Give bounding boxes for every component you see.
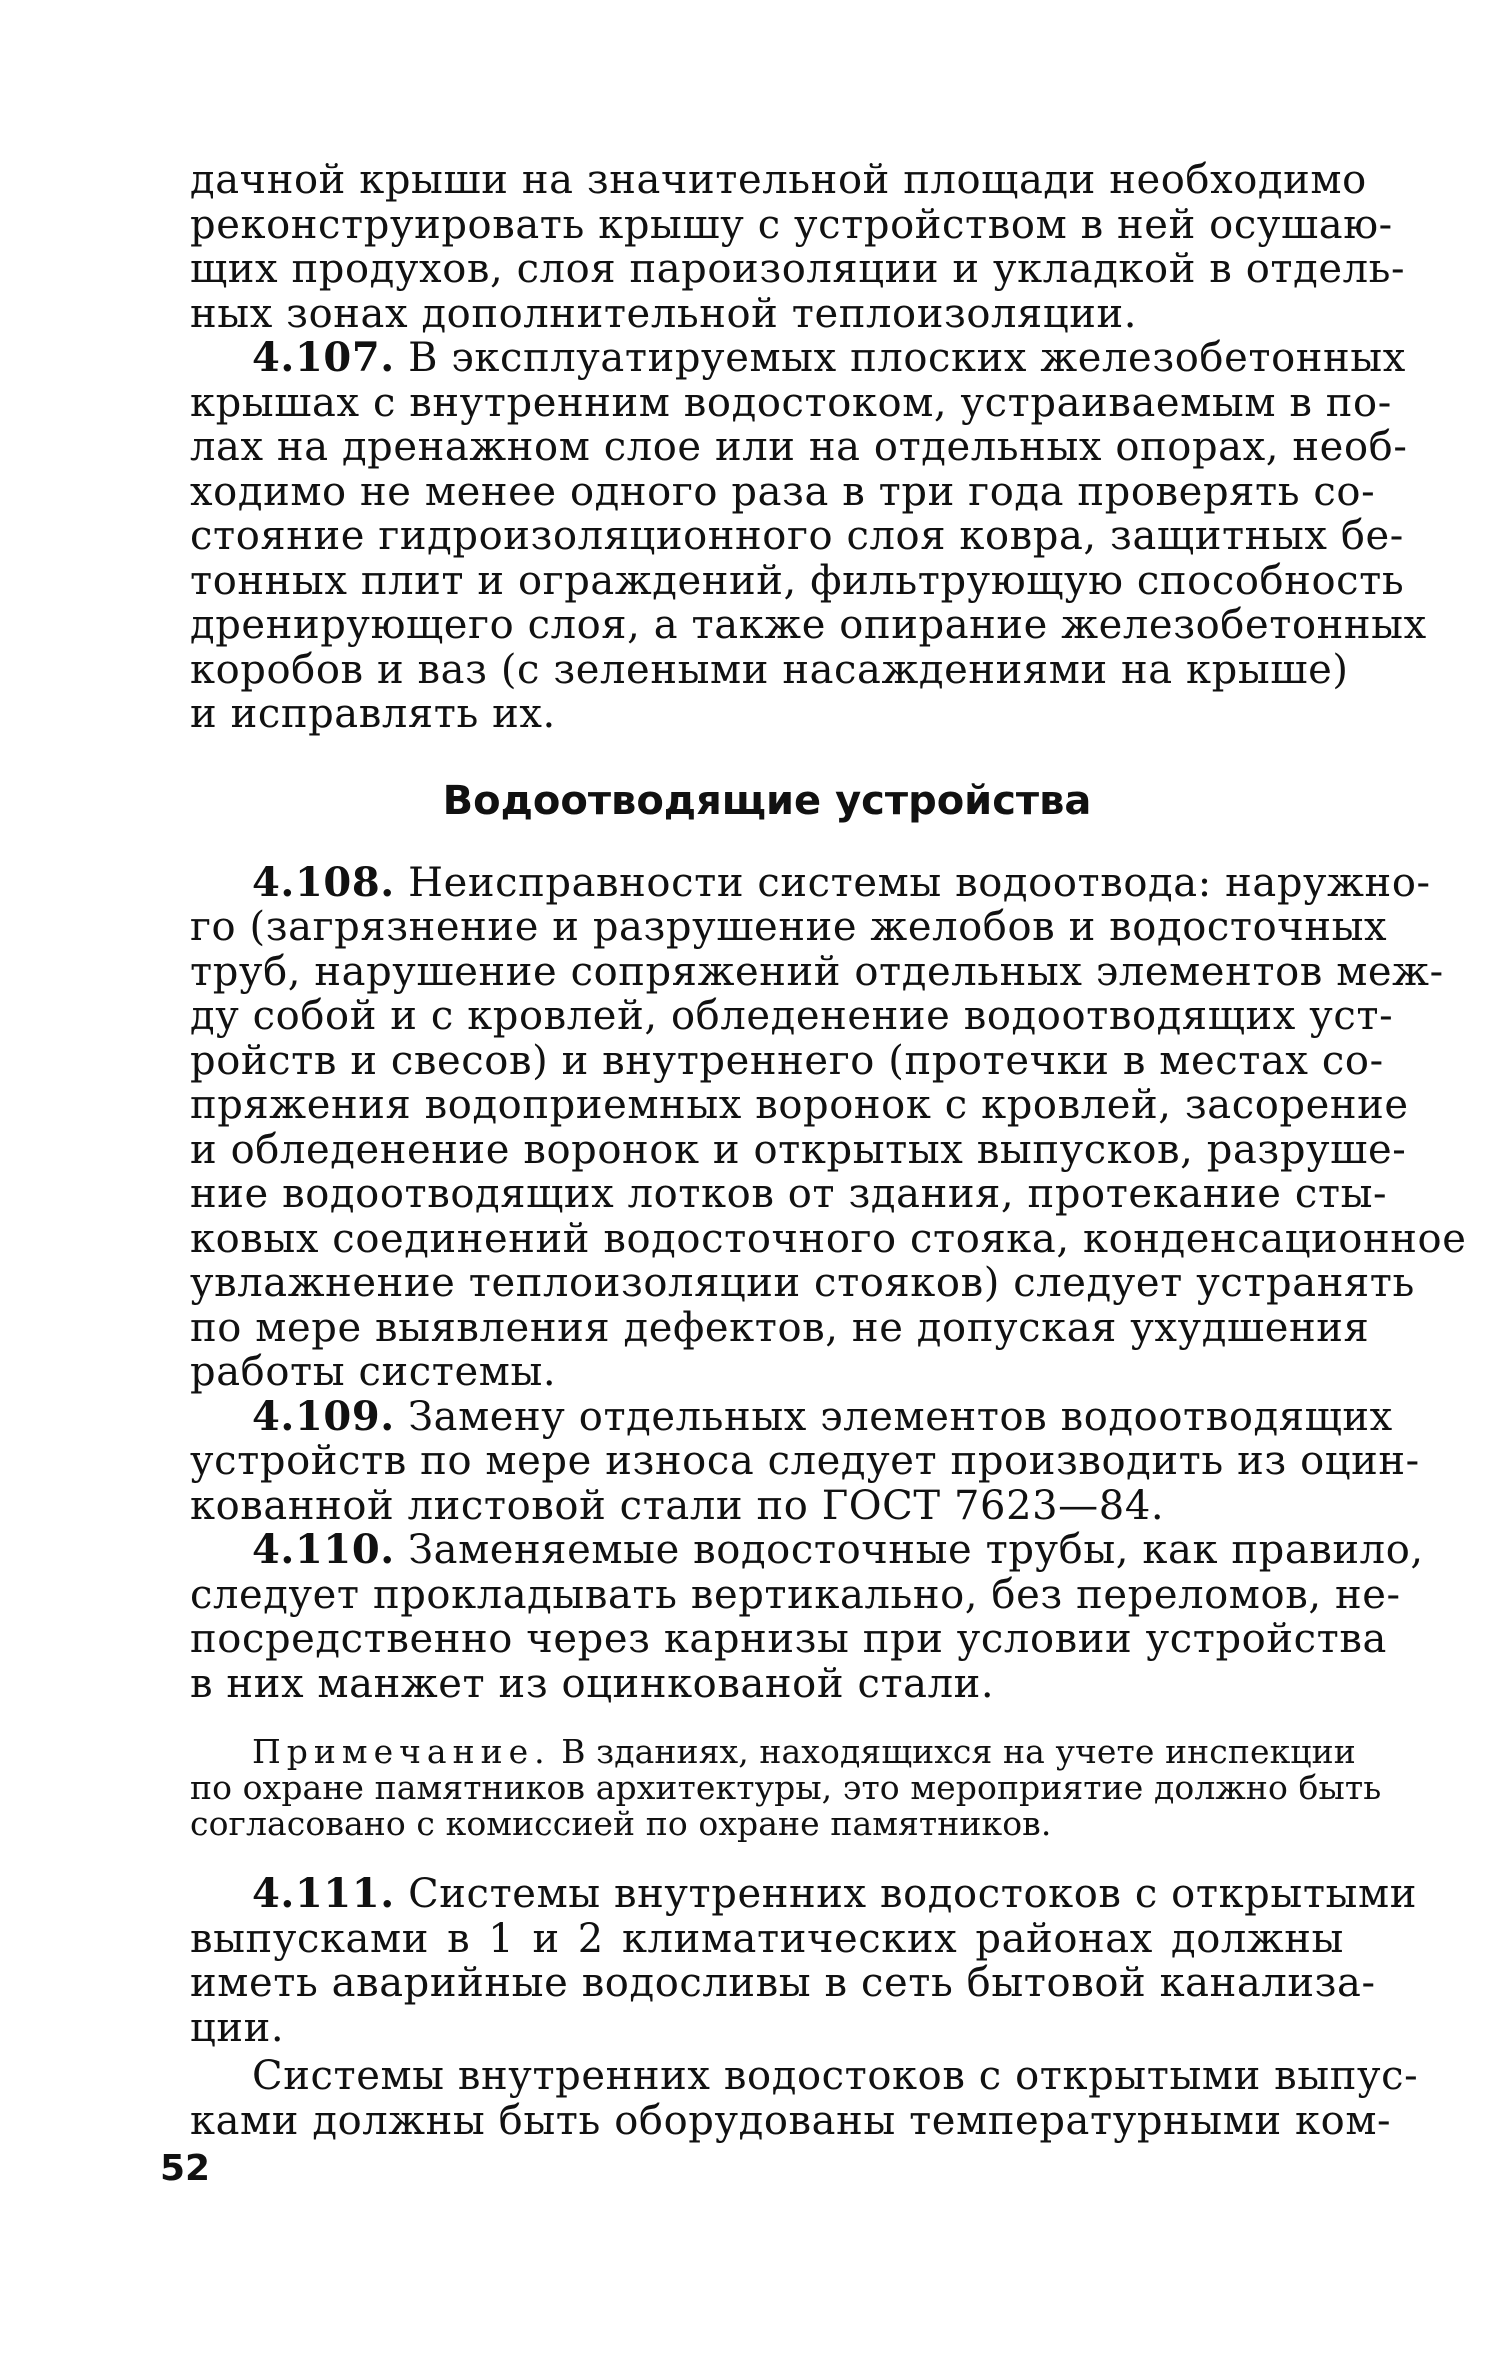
text-line: ками должны быть оборудованы температурными ком- (190, 2097, 1392, 2144)
text-fragment: Замену отдельных элементов водоотводящих (394, 1393, 1393, 1440)
text-line: следует прокладывать вертикально, без переломов, не- (190, 1571, 1401, 1618)
text-line: ных зонах дополнительной теплоизоляции. (190, 290, 1138, 337)
text-line (190, 1732, 1356, 1771)
text-line: ду собой и с кровлей, обледенение водоотводящих уст- (190, 993, 1394, 1039)
page-number: 52 (160, 2148, 211, 2189)
text-line: стояние гидроизоляционного слоя ковра, защитных бе- (190, 513, 1404, 559)
paragraph-continuation (190, 157, 1406, 337)
paragraph-4-109 (190, 1392, 1420, 1529)
text-line (190, 1870, 1417, 1917)
text-line (190, 334, 1406, 381)
text-fragment: Заменяемые водосточные трубы, как правило, (394, 1527, 1424, 1573)
text-line: щих продухов, слоя пароизоляции и укладкой в отдель- (190, 246, 1406, 292)
section-heading: Водоотводящие устройства (442, 777, 1092, 824)
text-line: иметь аварийные водосливы в сеть бытовой канализа- (190, 1960, 1376, 2006)
paragraph-4-111 (190, 1870, 1417, 2051)
paragraph-number: 4.111. (252, 1870, 395, 1917)
text-line: коробов и ваз (с зелеными насаждениями на крыше) (190, 646, 1349, 693)
text-line: пряжения водоприемных воронок с кровлей, засорение (190, 1082, 1409, 1128)
text-line: ции. (190, 2004, 285, 2051)
text-line: ройств и свесов) и внутреннего (протечки в местах со- (190, 1037, 1384, 1084)
text-line: посредственно через карнизы при условии устройства (190, 1616, 1387, 1662)
text-line (190, 1392, 1393, 1440)
note-block (190, 1732, 1382, 1843)
text-line: Системы внутренних водостоков с открытыми выпус- (252, 2053, 1419, 2099)
text-fragment: В зданиях, находящихся на учете инспекции (550, 1732, 1356, 1771)
text-line: дачной крыши на значительной площади необходимо (190, 157, 1367, 203)
text-fragment: Системы внутренних водостоков с открытыми (394, 1871, 1417, 1917)
paragraph-4-107 (190, 334, 1427, 737)
paragraph-number: 4.108. (252, 858, 395, 906)
text-line: реконструировать крышу с устройством в ней осушаю- (190, 201, 1393, 248)
text-line: дренирующего слоя, а также опирание железобетонных (190, 602, 1427, 648)
text-line (190, 1526, 1424, 1573)
text-fragment: В эксплуатируемых плоских железобетонных (394, 335, 1406, 381)
text-line: согласовано с комиссией по охране памятников. (190, 1804, 1052, 1843)
text-line: увлажнение теплоизоляции стояков) следует устранять (190, 1260, 1415, 1306)
text-line: в них манжет из оцинкованой стали. (190, 1660, 995, 1707)
note-label: Примечание. (252, 1732, 551, 1771)
paragraph-4-110 (190, 1526, 1424, 1707)
text-line: по мере выявления дефектов, не допуская ухудшения (190, 1304, 1370, 1351)
text-line (190, 858, 1431, 906)
text-line: ковых соединений водосточного стояка, конденсационное (190, 1215, 1467, 1262)
paragraph-number: 4.109. (252, 1392, 395, 1440)
text-fragment: Неисправности системы водоотвода: наружно- (394, 859, 1431, 906)
text-line: труб, нарушение сопряжений отдельных элементов меж- (190, 948, 1444, 995)
text-line: ходимо не менее одного раза в три года проверять со- (190, 468, 1376, 515)
text-line: выпусками в 1 и 2 климатических районах должны (190, 1915, 1344, 1962)
text-line: кованной листовой стали по ГОСТ 7623—84. (190, 1482, 1165, 1529)
text-line: по охране памятников архитектуры, это мероприятие должно быть (190, 1768, 1382, 1807)
paragraph-last (190, 2053, 1419, 2144)
text-line: го (загрязнение и разрушение желобов и водосточных (190, 904, 1388, 950)
text-line: и обледенение воронок и открытых выпусков, разруше- (190, 1126, 1407, 1173)
text-line: тонных плит и ограждений, фильтрующую способность (190, 557, 1405, 604)
text-line: крышах с внутренним водостоком, устраиваемым в по- (190, 379, 1392, 426)
text-line: лах на дренажном слое или на отдельных опорах, необ- (190, 424, 1408, 470)
paragraph-number: 4.110. (252, 1526, 395, 1573)
text-line: работы системы. (190, 1349, 557, 1395)
text-line: и исправлять их. (190, 691, 556, 737)
text-line: устройств по мере износа следует производить из оцин- (190, 1438, 1420, 1484)
paragraph-number: 4.107. (252, 334, 395, 381)
text-line: ние водоотводящих лотков от здания, протекание сты- (190, 1171, 1388, 1217)
paragraph-4-108 (190, 858, 1467, 1395)
